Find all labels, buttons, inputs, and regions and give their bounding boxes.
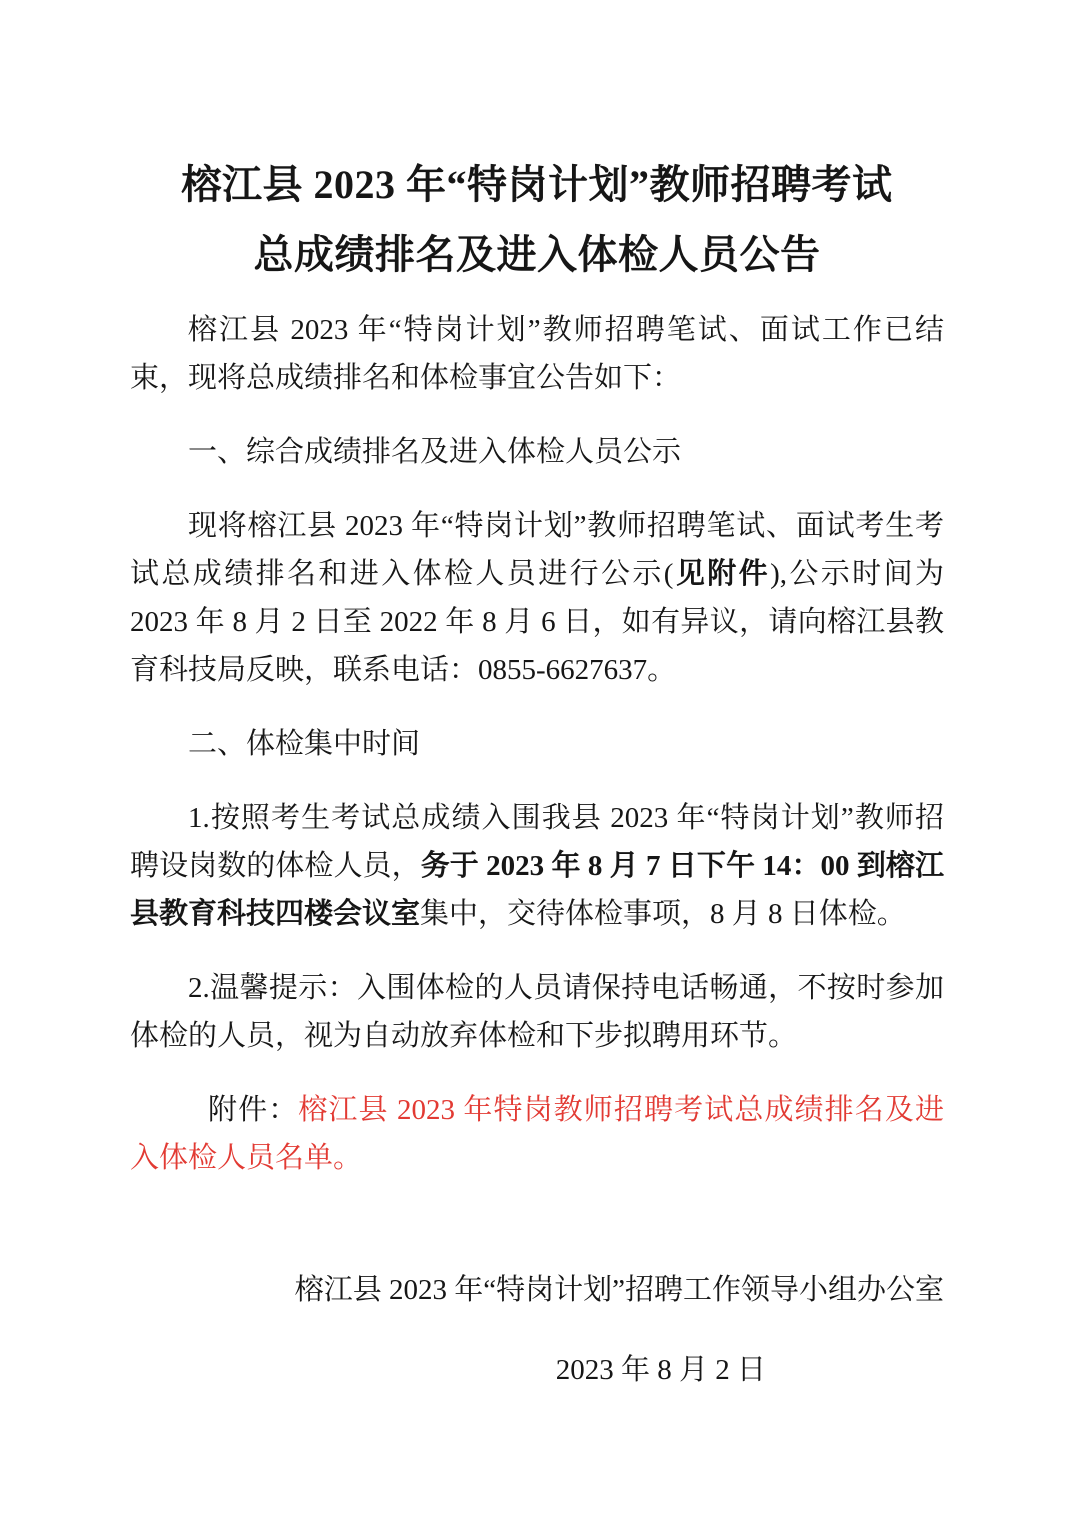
see-attachment-bold: 见附件 [673,558,771,590]
title-line-1: 榕江县 2023 年“特岗计划”教师招聘考试 [181,162,893,207]
intro-paragraph: 榕江县 2023 年“特岗计划”教师招聘笔试、面试工作已结束，现将总成绩排名和体检事宜公告如下： [130,314,944,394]
item-1-text-end: 集中，交待体检事项，8 月 8 日体检。 [420,898,906,930]
attachment-paragraph [130,1086,944,1182]
title-line-2: 总成绩排名及进入体检人员公告 [253,232,821,277]
attachment-title-red: 榕江县 2023 年特岗教师招聘考试总成绩排名及进入体检人员名单。 [130,1094,944,1174]
item-1-paragraph [130,794,944,938]
health-check-time-bold: 务于 2023 年 8 月 7 日下午 14：00 到榕江县教育科技四楼会议室 [130,850,944,930]
item-1-text-start: 1.按照考生考试总成绩入围我县 2023 年“特岗计划”教师招聘设岗数的体检人员， [130,802,944,882]
attachment-label: 附件： [208,1094,299,1126]
section-1-heading: 一、综合成绩排名及进入体检人员公示 [188,436,682,468]
section-1-text-start: 现将榕江县 2023 年“特岗计划”教师招聘笔试、面试考生考试总成绩排名和进入体检人员进行公示( [130,510,944,590]
section-1-text-end: ),公示时间为 2023 年 8 月 2 日至 2022 年 8 月 6 日，如有异议，请向榕江县教育科技局反映，联系电话：0855-6627637。 [130,558,944,686]
item-2-paragraph: 2.温馨提示：入围体检的人员请保持电话畅通，不按时参加体检的人员，视为自动放弃体检和下步拟聘用环节。 [130,972,944,1052]
signature-line: 榕江县 2023 年“特岗计划”招聘工作领导小组办公室 [294,1274,944,1306]
date-line: 2023 年 8 月 2 日 [555,1354,766,1386]
section-2-heading: 二、体检集中时间 [188,728,421,760]
document-title [100,150,974,290]
section-1-paragraph [130,502,944,694]
